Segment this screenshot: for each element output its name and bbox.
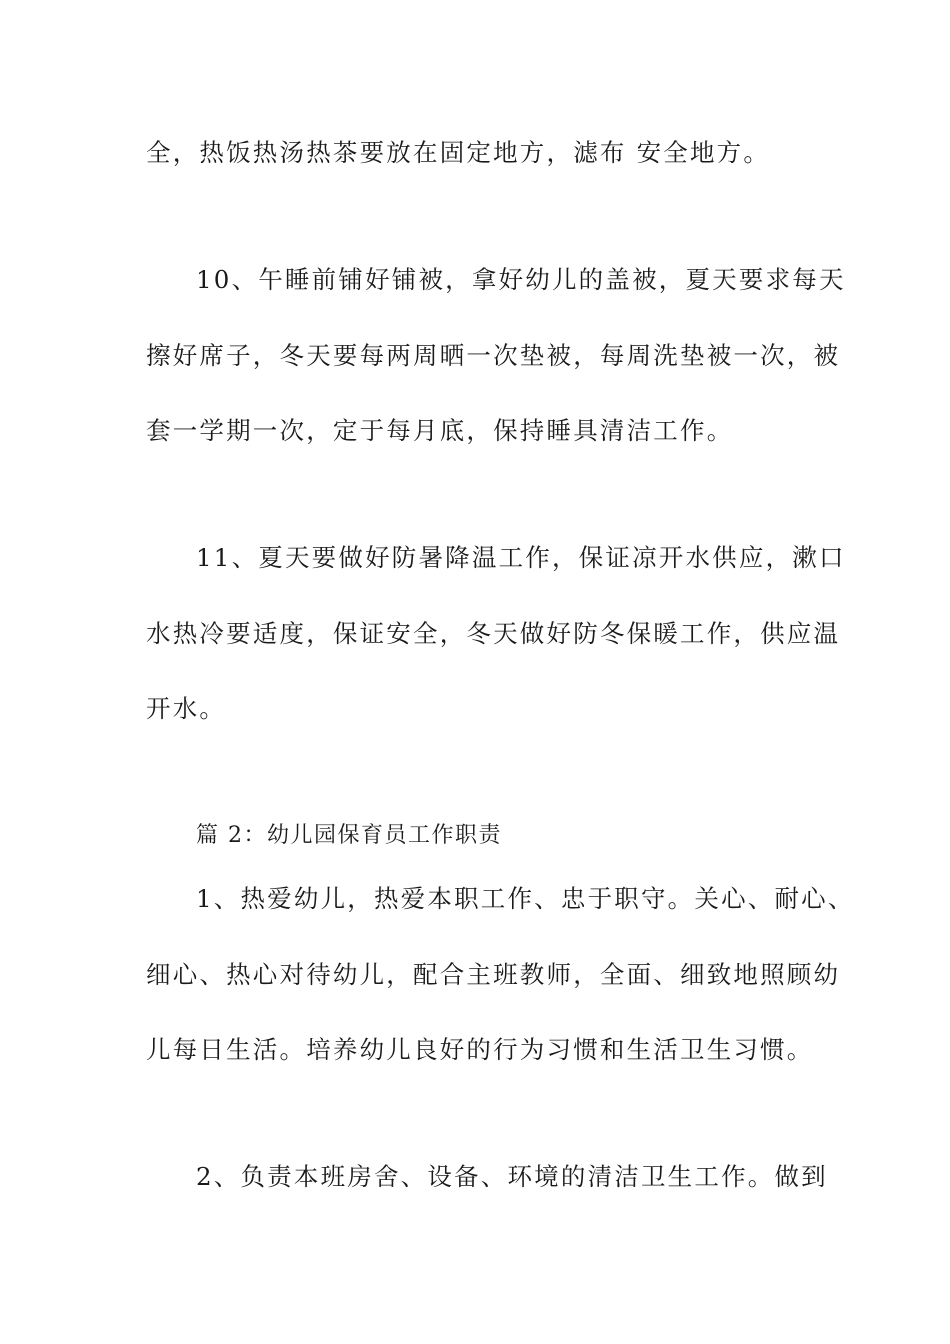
text-line-2: 10、午睡前铺好铺被，拿好幼儿的盖被，夏天要求每天 bbox=[196, 265, 846, 294]
text-line-3: 擦好席子，冬天要每两周晒一次垫被，每周洗垫被一次，被 bbox=[146, 341, 841, 370]
text-line-4: 套一学期一次，定于每月底，保持睡具清洁工作。 bbox=[146, 416, 734, 445]
text-line-11: 2、负责本班房舍、设备、环境的清洁卫生工作。做到 bbox=[196, 1162, 828, 1191]
text-line-6: 水热冷要适度，保证安全，冬天做好防冬保暖工作，供应温 bbox=[146, 619, 841, 648]
text-line-7: 开水。 bbox=[146, 694, 227, 723]
text-line-10: 儿每日生活。培养幼儿良好的行为习惯和生活卫生习惯。 bbox=[146, 1035, 814, 1064]
section-heading: 篇 2：幼儿园保育员工作职责 bbox=[196, 823, 502, 848]
text-line-9: 细心、热心对待幼儿，配合主班教师，全面、细致地照顾幼 bbox=[146, 960, 841, 989]
text-line-1: 全，热饭热汤热茶要放在固定地方，滤布 安全地方。 bbox=[146, 138, 771, 167]
text-line-8: 1、热爱幼儿，热爱本职工作、忠于职守。关心、耐心、 bbox=[196, 884, 855, 913]
text-line-5: 11、夏天要做好防暑降温工作，保证凉开水供应，漱口 bbox=[196, 543, 846, 572]
